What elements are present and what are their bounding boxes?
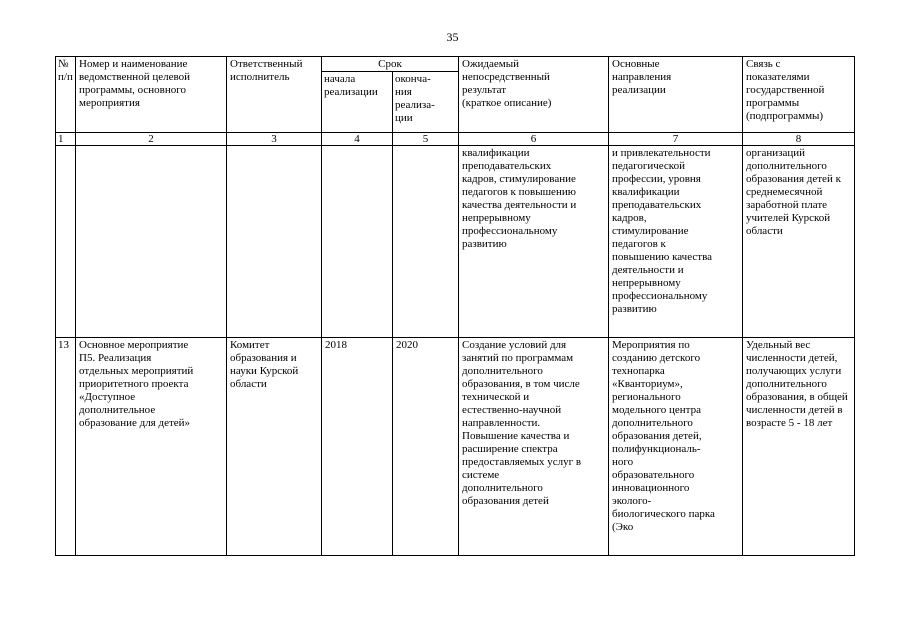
row-link-cell: Удельный вес численности детей, получающих услуги дополнительного образования, в общей численности детей в возрасте 5 - 18 лет bbox=[743, 338, 855, 556]
row-executor-cell bbox=[227, 146, 322, 338]
column-number-cell: 7 bbox=[609, 133, 743, 146]
table-row bbox=[56, 146, 855, 338]
column-number-cell: 1 bbox=[56, 133, 76, 146]
header-term: Срок bbox=[322, 57, 459, 72]
column-number-cell: 5 bbox=[393, 133, 459, 146]
column-number-cell: 2 bbox=[76, 133, 227, 146]
header-row bbox=[56, 57, 855, 72]
column-number-cell: 6 bbox=[459, 133, 609, 146]
table-row bbox=[56, 338, 855, 556]
header-name: Номер и наименование ведомственной целевой программы, основного мероприятия bbox=[76, 57, 227, 133]
row-end-cell bbox=[393, 146, 459, 338]
row-number-cell bbox=[56, 146, 76, 338]
header-link: Связь с показателями государственной программы (подпрограммы) bbox=[743, 57, 855, 133]
row-link-cell: организаций дополнительного образования детей к среднемесячной заработной плате учителей Курской области bbox=[743, 146, 855, 338]
header-number: № п/п bbox=[56, 57, 76, 133]
row-name-cell: Основное мероприятие П5. Реализация отдельных мероприятий приоритетного проекта «Доступное дополнительное образование для детей» bbox=[76, 338, 227, 556]
column-number-cell: 3 bbox=[227, 133, 322, 146]
header-executor: Ответственный исполнитель bbox=[227, 57, 322, 133]
column-number-cell: 8 bbox=[743, 133, 855, 146]
header-start: начала реализации bbox=[322, 72, 393, 133]
row-start-cell bbox=[322, 146, 393, 338]
row-name-cell bbox=[76, 146, 227, 338]
header-end: оконча- ния реализа- ции bbox=[393, 72, 459, 133]
column-numbers-row bbox=[56, 133, 855, 146]
row-result-cell: квалификации преподавательских кадров, стимулирование педагогов к повышению качества деятельности и непрерывному профессиональному развитию bbox=[459, 146, 609, 338]
row-result-cell: Создание условий для занятий по программам дополнительного образования, в том числе технической и естественно-научной направленности. Повышение качества и расширение спектра предоставляемых услуг в системе дополнительного образования детей bbox=[459, 338, 609, 556]
row-executor-cell: Комитет образования и науки Курской области bbox=[227, 338, 322, 556]
program-table bbox=[55, 56, 855, 556]
header-directions: Основные направления реализации bbox=[609, 57, 743, 133]
row-start-cell: 2018 bbox=[322, 338, 393, 556]
page-number: 35 bbox=[446, 30, 459, 44]
row-directions-cell: и привлекательности педагогической профессии, уровня квалификации преподавательских кадров, стимулирование педагогов к повышению качества деятельности и непрерывному профессиональному развитию bbox=[609, 146, 743, 338]
row-directions-cell: Мероприятия по созданию детского технопарка «Кванториум», регионального модельного центра дополнительного образования детей, полифункциональ- ного образовательного инновационного эколого- биологического парка (Эко bbox=[609, 338, 743, 556]
header-result: Ожидаемый непосредственный результат (краткое описание) bbox=[459, 57, 609, 133]
row-end-cell: 2020 bbox=[393, 338, 459, 556]
row-number-cell: 13 bbox=[56, 338, 76, 556]
column-number-cell: 4 bbox=[322, 133, 393, 146]
